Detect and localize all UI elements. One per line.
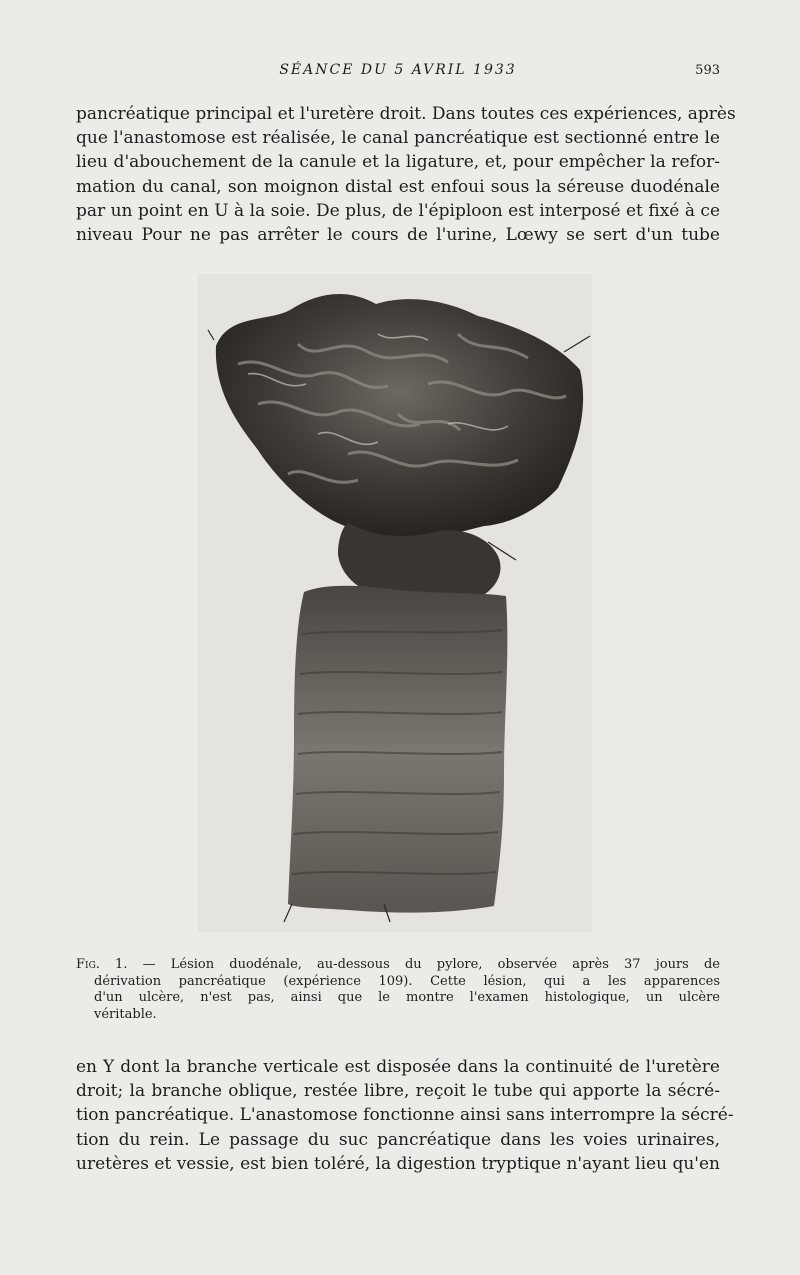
- text-line: mation du canal, son moignon distal est enfoui sous la séreuse duodénale: [76, 176, 720, 197]
- text-line: lieu d'abouchement de la canule et la ligature, et, pour empêcher la refor-: [76, 152, 720, 173]
- figure-photograph: [198, 274, 592, 932]
- figure-caption: [76, 957, 720, 1023]
- paragraph-bottom: [76, 1055, 734, 1176]
- running-header: [76, 62, 720, 84]
- text-line: tion pancréatique. L'anastomose fonctionne ainsi sans interrompre la sécré-: [76, 1105, 734, 1126]
- caption-line: dérivation pancréatique (expérience 109). Cette lésion, qui a les apparences: [94, 973, 720, 989]
- text-line: tion du rein. Le passage du suc pancréatique dans les voies urinaires,: [76, 1129, 720, 1150]
- figure-label: Fig. 1.: [76, 957, 128, 972]
- caption-text: — Lésion duodénale, au-dessous du pylore, observée après 37 jours de: [142, 957, 720, 972]
- text-line: que l'anastomose est réalisée, le canal pancréatique est sectionné entre le: [76, 128, 720, 149]
- text-line: niveau Pour ne pas arrêter le cours de l'urine, Lœwy se sert d'un tube: [76, 225, 720, 246]
- text-line: droit; la branche oblique, restée libre, reçoit le tube qui apporte la sécré-: [76, 1081, 720, 1102]
- page-number: 593: [695, 63, 720, 78]
- session-title: SÉANCE DU 5 AVRIL 1933: [279, 62, 517, 78]
- caption-line: [76, 957, 720, 974]
- text-line: par un point en U à la soie. De plus, de l'épiploon est interposé et fixé à ce: [76, 200, 720, 221]
- caption-line: d'un ulcère, n'est pas, ainsi que le montre l'examen histologique, un ulcère: [94, 990, 720, 1006]
- text-line: uretères et vessie, est bien toléré, la digestion tryptique n'ayant lieu qu'en: [76, 1153, 720, 1174]
- text-line: pancréatique principal et l'uretère droit. Dans toutes ces expériences, après: [76, 104, 736, 124]
- paragraph-top: [76, 102, 736, 247]
- caption-line: véritable.: [94, 1006, 157, 1022]
- text-line: en Y dont la branche verticale est disposée dans la continuité de l'uretère: [76, 1057, 720, 1077]
- duodenal-lesion-photo: [198, 274, 592, 932]
